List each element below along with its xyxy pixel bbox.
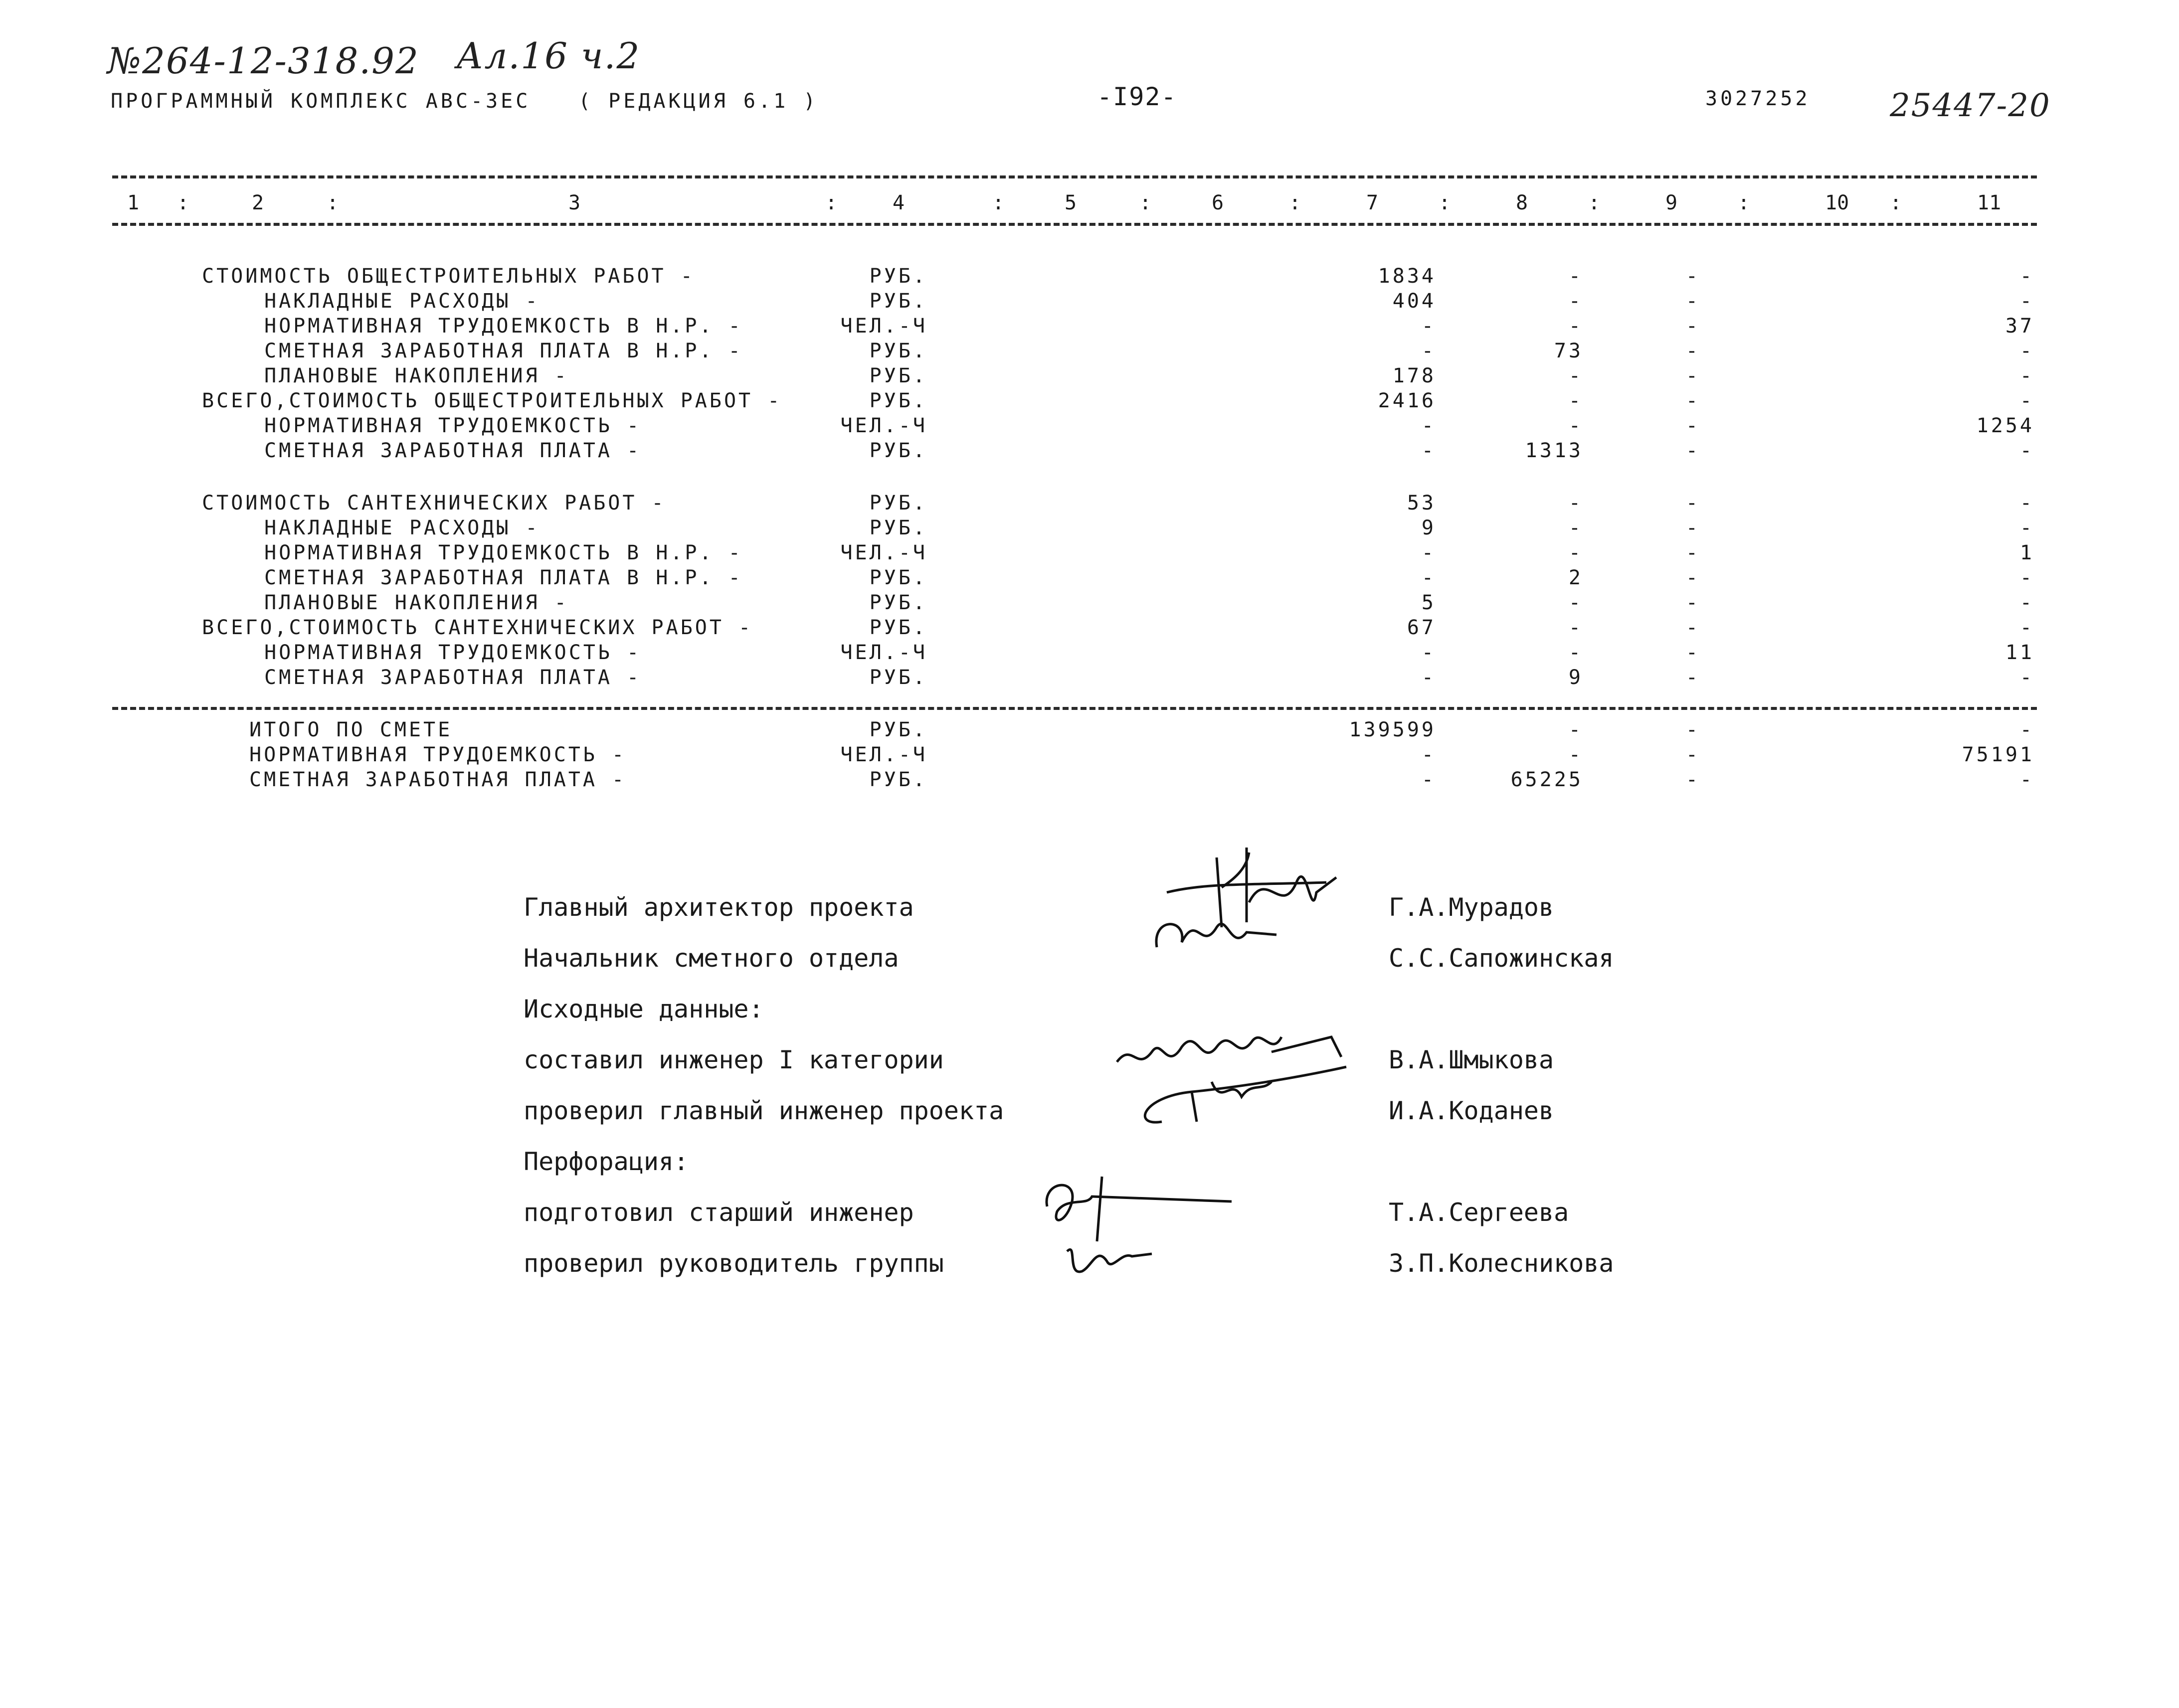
cell-col11: - xyxy=(2019,492,2034,514)
row-unit: РУБ. xyxy=(869,265,927,288)
cell-col11: - xyxy=(2019,666,2034,689)
cell-col7: - xyxy=(1421,641,1436,664)
row-unit: РУБ. xyxy=(869,768,927,791)
row-unit: РУБ. xyxy=(869,340,927,362)
cell-col11: - xyxy=(2019,591,2034,614)
cell-col8: - xyxy=(1568,516,1583,539)
column-separator: : xyxy=(1738,191,1750,214)
column-separator: : xyxy=(1588,191,1601,214)
cell-col8: - xyxy=(1568,743,1583,766)
cell-col8: - xyxy=(1568,541,1583,564)
signature-role: составил инженер I категории xyxy=(524,1045,944,1074)
row-label: СМЕТНАЯ ЗАРАБОТНАЯ ПЛАТА В Н.Р. - xyxy=(264,566,743,589)
signature-role: проверил руководитель группы xyxy=(524,1249,944,1278)
cell-col9: - xyxy=(1685,743,1700,766)
cell-col8: 73 xyxy=(1554,340,1583,362)
column-separator: : xyxy=(1139,191,1152,214)
row-label: НОРМАТИВНАЯ ТРУДОЕМКОСТЬ - xyxy=(264,641,642,664)
cell-col11: - xyxy=(2019,566,2034,589)
row-label: НОРМАТИВНАЯ ТРУДОЕМКОСТЬ В Н.Р. - xyxy=(264,541,743,564)
cell-col7: 139599 xyxy=(1349,718,1436,741)
column-number: 3 xyxy=(568,191,581,214)
cell-col9: - xyxy=(1685,591,1700,614)
cell-col8: 2 xyxy=(1568,566,1583,589)
column-number: 5 xyxy=(1065,191,1077,214)
signatory-name: З.П.Колесникова xyxy=(1389,1249,1614,1278)
column-separator: : xyxy=(1289,191,1301,214)
cell-col11: 1 xyxy=(2019,541,2034,564)
cell-col11: 75191 xyxy=(1962,743,2034,766)
row-unit: РУБ. xyxy=(869,566,927,589)
row-unit: РУБ. xyxy=(869,516,927,539)
row-label: НАКЛАДНЫЕ РАСХОДЫ - xyxy=(264,516,540,539)
cell-col8: 9 xyxy=(1568,666,1583,689)
cell-col8: - xyxy=(1568,641,1583,664)
cell-col7: 178 xyxy=(1392,364,1436,387)
column-number: 10 xyxy=(1825,191,1849,214)
cell-col8: 1313 xyxy=(1525,439,1583,462)
cell-col9: - xyxy=(1685,666,1700,689)
cell-col7: - xyxy=(1421,768,1436,791)
signature-role: Главный архитектор проекта xyxy=(524,893,914,922)
row-unit: РУБ. xyxy=(869,718,927,741)
column-number: 6 xyxy=(1212,191,1224,214)
cell-col7: - xyxy=(1421,743,1436,766)
cell-col9: - xyxy=(1685,340,1700,362)
total-separator-rule xyxy=(112,707,2037,710)
cell-col11: - xyxy=(2019,616,2034,639)
row-unit: РУБ. xyxy=(869,439,927,462)
table-header-rule xyxy=(112,223,2037,226)
cell-col11: 37 xyxy=(2005,315,2034,338)
column-separator: : xyxy=(1890,191,1902,214)
cell-col9: - xyxy=(1685,389,1700,412)
cell-col7: 5 xyxy=(1421,591,1436,614)
row-label: СТОИМОСТЬ ОБЩЕСТРОИТЕЛЬНЫХ РАБОТ - xyxy=(202,265,695,288)
column-number: 1 xyxy=(127,191,140,214)
cell-col11: - xyxy=(2019,768,2034,791)
cell-col7: 9 xyxy=(1421,516,1436,539)
cell-col8: 65225 xyxy=(1510,768,1583,791)
row-label: ВСЕГО,СТОИМОСТЬ САНТЕХНИЧЕСКИХ РАБОТ - xyxy=(202,616,753,639)
handwritten-ref-mid: Ал.16 ч.2 xyxy=(456,35,641,77)
cell-col11: 1254 xyxy=(1976,414,2034,437)
handwritten-ref-right: 25447-20 xyxy=(1890,87,2051,124)
column-separator: : xyxy=(825,191,838,214)
cell-col7: - xyxy=(1421,439,1436,462)
cell-col9: - xyxy=(1685,414,1700,437)
cell-col7: 404 xyxy=(1392,290,1436,313)
signature-role: Начальник сметного отдела xyxy=(524,944,899,973)
document-code: 3027252 xyxy=(1705,87,1811,110)
table-top-rule xyxy=(112,175,2037,178)
row-label: НОРМАТИВНАЯ ТРУДОЕМКОСТЬ В Н.Р. - xyxy=(264,315,743,338)
cell-col7: 2416 xyxy=(1378,389,1436,412)
row-unit: ЧЕЛ.-Ч xyxy=(840,414,927,437)
row-label: СТОИМОСТЬ САНТЕХНИЧЕСКИХ РАБОТ - xyxy=(202,492,666,514)
column-separator: : xyxy=(992,191,1005,214)
row-label: НАКЛАДНЫЕ РАСХОДЫ - xyxy=(264,290,540,313)
cell-col11: - xyxy=(2019,439,2034,462)
signatory-name: И.А.Коданев xyxy=(1389,1096,1554,1125)
page-number: -I92- xyxy=(1097,82,1177,111)
row-label: СМЕТНАЯ ЗАРАБОТНАЯ ПЛАТА - xyxy=(264,439,642,462)
column-number: 2 xyxy=(252,191,264,214)
cell-col7: - xyxy=(1421,315,1436,338)
cell-col9: - xyxy=(1685,315,1700,338)
cell-col8: - xyxy=(1568,315,1583,338)
column-number: 4 xyxy=(893,191,905,214)
cell-col11: - xyxy=(2019,364,2034,387)
row-label: СМЕТНАЯ ЗАРАБОТНАЯ ПЛАТА - xyxy=(264,666,642,689)
signature-role: Перфорация: xyxy=(524,1147,689,1176)
row-label: СМЕТНАЯ ЗАРАБОТНАЯ ПЛАТА - xyxy=(249,768,627,791)
cell-col7: - xyxy=(1421,541,1436,564)
row-label: НОРМАТИВНАЯ ТРУДОЕМКОСТЬ - xyxy=(249,743,627,766)
cell-col11: - xyxy=(2019,389,2034,412)
cell-col11: - xyxy=(2019,265,2034,288)
row-label: ВСЕГО,СТОИМОСТЬ ОБЩЕСТРОИТЕЛЬНЫХ РАБОТ - xyxy=(202,389,782,412)
signatory-name: В.А.Шмыкова xyxy=(1389,1045,1554,1074)
handwritten-ref-left: №264-12-318.92 xyxy=(107,40,419,82)
column-separator: : xyxy=(327,191,339,214)
cell-col8: - xyxy=(1568,492,1583,514)
cell-col9: - xyxy=(1685,768,1700,791)
row-unit: ЧЕЛ.-Ч xyxy=(840,541,927,564)
row-unit: ЧЕЛ.-Ч xyxy=(840,315,927,338)
cell-col11: 11 xyxy=(2005,641,2034,664)
cell-col8: - xyxy=(1568,364,1583,387)
cell-col9: - xyxy=(1685,616,1700,639)
cell-col11: - xyxy=(2019,290,2034,313)
column-number: 9 xyxy=(1665,191,1678,214)
row-unit: РУБ. xyxy=(869,389,927,412)
cell-col11: - xyxy=(2019,340,2034,362)
cell-col7: - xyxy=(1421,666,1436,689)
row-unit: ЧЕЛ.-Ч xyxy=(840,743,927,766)
signatory-name: Г.А.Мурадов xyxy=(1389,893,1554,922)
signature-shmykova xyxy=(1112,1007,1351,1137)
cell-col11: - xyxy=(2019,718,2034,741)
signatory-name: Т.А.Сергеева xyxy=(1389,1198,1569,1227)
row-unit: РУБ. xyxy=(869,616,927,639)
row-label: ПЛАНОВЫЕ НАКОПЛЕНИЯ - xyxy=(264,591,569,614)
cell-col9: - xyxy=(1685,290,1700,313)
cell-col9: - xyxy=(1685,364,1700,387)
cell-col8: - xyxy=(1568,591,1583,614)
cell-col9: - xyxy=(1685,566,1700,589)
program-title: ПРОГРАММНЫЙ КОМПЛЕКС АВС-3ЕС xyxy=(111,90,531,113)
row-unit: РУБ. xyxy=(869,666,927,689)
cell-col7: - xyxy=(1421,340,1436,362)
cell-col9: - xyxy=(1685,641,1700,664)
cell-col7: 53 xyxy=(1407,492,1436,514)
signature-muradov xyxy=(1147,838,1356,967)
cell-col9: - xyxy=(1685,516,1700,539)
cell-col9: - xyxy=(1685,439,1700,462)
cell-col9: - xyxy=(1685,265,1700,288)
signature-role: проверил главный инженер проекта xyxy=(524,1096,1004,1125)
row-label: СМЕТНАЯ ЗАРАБОТНАЯ ПЛАТА В Н.Р. - xyxy=(264,340,743,362)
column-separator: : xyxy=(177,191,189,214)
row-unit: ЧЕЛ.-Ч xyxy=(840,641,927,664)
signature-role: подготовил старший инженер xyxy=(524,1198,914,1227)
cell-col11: - xyxy=(2019,516,2034,539)
program-edition: ( РЕДАКЦИЯ 6.1 ) xyxy=(578,90,819,113)
cell-col9: - xyxy=(1685,718,1700,741)
cell-col7: 1834 xyxy=(1378,265,1436,288)
column-number: 11 xyxy=(1977,191,2001,214)
row-unit: РУБ. xyxy=(869,364,927,387)
signature-sergeeva xyxy=(1037,1167,1267,1286)
cell-col8: - xyxy=(1568,616,1583,639)
row-label: НОРМАТИВНАЯ ТРУДОЕМКОСТЬ - xyxy=(264,414,642,437)
row-label: ИТОГО ПО СМЕТЕ xyxy=(249,718,453,741)
cell-col7: - xyxy=(1421,414,1436,437)
cell-col8: - xyxy=(1568,389,1583,412)
signatory-name: С.С.Сапожинская xyxy=(1389,944,1614,973)
column-number: 7 xyxy=(1366,191,1379,214)
cell-col8: - xyxy=(1568,414,1583,437)
cell-col8: - xyxy=(1568,718,1583,741)
column-separator: : xyxy=(1439,191,1451,214)
row-unit: РУБ. xyxy=(869,492,927,514)
cell-col9: - xyxy=(1685,492,1700,514)
row-label: ПЛАНОВЫЕ НАКОПЛЕНИЯ - xyxy=(264,364,569,387)
row-unit: РУБ. xyxy=(869,591,927,614)
cell-col8: - xyxy=(1568,265,1583,288)
cell-col7: - xyxy=(1421,566,1436,589)
column-number: 8 xyxy=(1516,191,1528,214)
signature-role: Исходные данные: xyxy=(524,995,764,1024)
row-unit: РУБ. xyxy=(869,290,927,313)
cell-col9: - xyxy=(1685,541,1700,564)
cell-col8: - xyxy=(1568,290,1583,313)
cell-col7: 67 xyxy=(1407,616,1436,639)
